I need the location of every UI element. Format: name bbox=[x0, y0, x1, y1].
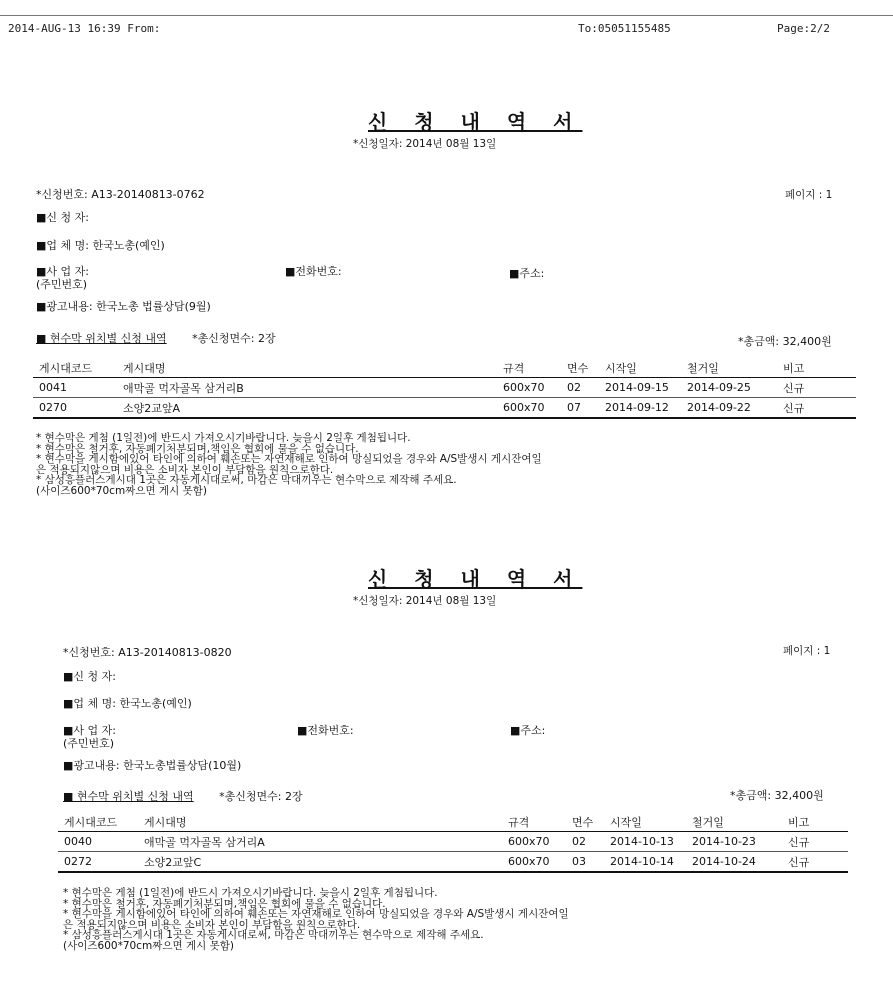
cell-name: 애막골 먹자골목 삼거리A bbox=[138, 832, 502, 852]
col-note: 비고 bbox=[777, 358, 856, 378]
note-line: * 현수막을 게시함에있어 타인에 의하여 훼손또는 자연재해로 인하여 망실되었을 경우와 A/S발생시 게시잔여일 bbox=[63, 908, 569, 920]
cell-code: 0270 bbox=[33, 398, 117, 419]
items-table bbox=[58, 812, 848, 873]
cell-note: 신규 bbox=[777, 398, 856, 419]
cell-code: 0272 bbox=[58, 852, 138, 873]
col-name: 게시대명 bbox=[138, 812, 502, 832]
cell-qty: 07 bbox=[561, 398, 599, 419]
company: ■업 체 명: 한국노총(예인) bbox=[63, 697, 192, 710]
cell-start: 2014-09-12 bbox=[599, 398, 681, 419]
col-size: 규격 bbox=[497, 358, 561, 378]
form-title: 신 청 내 역 서 bbox=[368, 567, 583, 591]
cell-name: 소양2교앞A bbox=[117, 398, 497, 419]
cell-start: 2014-09-15 bbox=[599, 378, 681, 398]
cell-name: 소양2교앞C bbox=[138, 852, 502, 873]
ad-content: ■광고내용: 한국노총 법률상담(9월) bbox=[36, 300, 211, 313]
company: ■업 체 명: 한국노총(예인) bbox=[36, 239, 165, 252]
col-qty: 면수 bbox=[566, 812, 604, 832]
address: ■주소: bbox=[509, 267, 545, 280]
cell-note: 신규 bbox=[782, 852, 848, 873]
col-size: 규격 bbox=[502, 812, 566, 832]
note-line: 은 적용되지않으며 비용은 소비자 본인이 부담함을 원칙으로한다. bbox=[63, 918, 361, 931]
total-amount: *총금액: 32,400원 bbox=[730, 789, 824, 802]
page-no: 페이지 : 1 bbox=[783, 645, 831, 657]
cell-end: 2014-10-24 bbox=[686, 852, 782, 873]
section-title bbox=[63, 788, 303, 804]
owner-sub: (주민번호) bbox=[63, 737, 115, 750]
cell-code: 0040 bbox=[58, 832, 138, 852]
ad-content: ■광고내용: 한국노총법률상담(10월) bbox=[63, 759, 242, 772]
cell-size: 600x70 bbox=[497, 378, 561, 398]
note-line: * 현수막을 게시함에있어 타인에 의하여 훼손또는 자연재해로 인하여 망실되었을 경우와 A/S발생시 게시잔여일 bbox=[36, 453, 542, 465]
total-amount: *총금액: 32,400원 bbox=[738, 335, 832, 348]
fax-date-from: 2014-AUG-13 16:39 From: bbox=[8, 22, 161, 35]
cell-start: 2014-10-14 bbox=[604, 852, 686, 873]
col-code: 게시대코드 bbox=[58, 812, 138, 832]
cell-name: 애막골 먹자골목 삼거리B bbox=[117, 378, 497, 398]
note-line: 은 적용되지않으며 비용은 소비자 본인이 부담함을 원칙으로한다. bbox=[36, 463, 334, 476]
cell-qty: 02 bbox=[561, 378, 599, 398]
cell-end: 2014-10-23 bbox=[686, 832, 782, 852]
col-name: 게시대명 bbox=[117, 358, 497, 378]
cell-code: 0041 bbox=[33, 378, 117, 398]
col-end: 철거일 bbox=[681, 358, 777, 378]
cell-size: 600x70 bbox=[502, 852, 566, 873]
col-start: 시작일 bbox=[604, 812, 686, 832]
application-no: *신청번호: A13-20140813-0820 bbox=[63, 646, 232, 659]
note-line: (사이즈600*70cm짜으면 게시 못함) bbox=[36, 484, 207, 497]
note-line: * 현수막은 게첨 (1일전)에 반드시 가져오시기바랍니다. 늦을시 2일후 게첨됩니다. bbox=[36, 432, 411, 444]
total-count: *총신청면수: 2장 bbox=[219, 790, 303, 803]
table-row bbox=[58, 852, 848, 873]
owner: ■사 업 자: bbox=[63, 724, 116, 737]
form-subtitle: *신청일자: 2014년 08월 13일 bbox=[353, 595, 497, 607]
table-header-row bbox=[58, 812, 848, 832]
phone: ■전화번호: bbox=[297, 724, 354, 737]
applicant: ■신 청 자: bbox=[63, 670, 116, 683]
note-line: * 삼성흥플러스게시대 1곳은 자동게시대로써, 마감은 막대끼우는 현수막으로 제작해 주세요. bbox=[36, 474, 457, 486]
cell-qty: 02 bbox=[566, 832, 604, 852]
cell-start: 2014-10-13 bbox=[604, 832, 686, 852]
fax-to: To:05051155485 bbox=[578, 22, 671, 35]
col-note: 비고 bbox=[782, 812, 848, 832]
application-no: *신청번호: A13-20140813-0762 bbox=[36, 188, 205, 201]
col-qty: 면수 bbox=[561, 358, 599, 378]
page-no: 페이지 : 1 bbox=[785, 189, 833, 201]
form-subtitle: *신청일자: 2014년 08월 13일 bbox=[353, 138, 497, 150]
section-title-text: ■ 현수막 위치별 신청 내역 bbox=[63, 790, 194, 803]
cell-size: 600x70 bbox=[502, 832, 566, 852]
fax-page: Page:2/2 bbox=[777, 22, 830, 35]
form-title: 신 청 내 역 서 bbox=[368, 110, 583, 134]
owner-sub: (주민번호) bbox=[36, 278, 88, 291]
notes bbox=[63, 888, 569, 951]
cell-size: 600x70 bbox=[497, 398, 561, 419]
owner: ■사 업 자: bbox=[36, 265, 89, 278]
note-line: * 현수막은 게첨 (1일전)에 반드시 가져오시기바랍니다. 늦을시 2일후 게첨됩니다. bbox=[63, 887, 438, 899]
address: ■주소: bbox=[510, 724, 546, 737]
col-end: 철거일 bbox=[686, 812, 782, 832]
col-code: 게시대코드 bbox=[33, 358, 117, 378]
cell-note: 신규 bbox=[782, 832, 848, 852]
cell-note: 신규 bbox=[777, 378, 856, 398]
total-count: *총신청면수: 2장 bbox=[192, 332, 276, 345]
cell-end: 2014-09-25 bbox=[681, 378, 777, 398]
applicant: ■신 청 자: bbox=[36, 211, 89, 224]
note-line: * 삼성흥플러스게시대 1곳은 자동게시대로써, 마감은 막대끼우는 현수막으로 제작해 주세요. bbox=[63, 929, 484, 941]
phone: ■전화번호: bbox=[285, 265, 342, 278]
note-line: * 현수막은 철거후, 자동폐기처분되며,책임은 협회에 물을 수 없습니다. bbox=[36, 442, 359, 455]
note-line: * 현수막은 철거후, 자동폐기처분되며,책임은 협회에 물을 수 없습니다. bbox=[63, 897, 386, 910]
cell-end: 2014-09-22 bbox=[681, 398, 777, 419]
note-line: (사이즈600*70cm짜으면 게시 못함) bbox=[63, 939, 234, 952]
section-title-text: ■ 현수막 위치별 신청 내역 bbox=[36, 332, 167, 345]
col-start: 시작일 bbox=[599, 358, 681, 378]
table-row bbox=[58, 832, 848, 852]
cell-qty: 03 bbox=[566, 852, 604, 873]
